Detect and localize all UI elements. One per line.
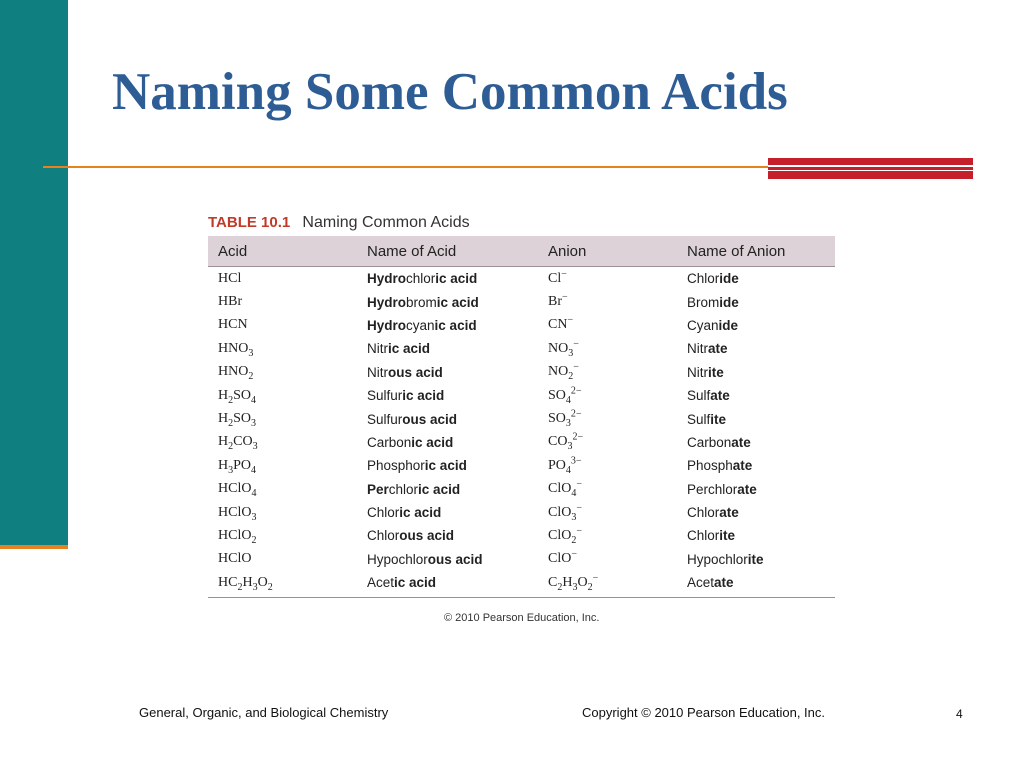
formula-text: PO [548, 457, 566, 473]
formula-text: CO [548, 434, 568, 450]
name-suffix-bold: ide [718, 317, 739, 333]
left-accent-underline [0, 545, 68, 549]
name-stem: Carbon [367, 434, 412, 450]
table-row [208, 337, 835, 360]
anion-name [677, 407, 835, 430]
formula-text: ClO [548, 504, 572, 520]
formula-text: O [577, 574, 588, 590]
acid-name [357, 337, 538, 360]
table-row [208, 571, 835, 598]
name-suffix-bold: ic acid [418, 481, 461, 497]
anion-name [677, 501, 835, 524]
charge-superscript: 2− [572, 431, 584, 443]
name-stem: Sulfur [367, 388, 403, 404]
name-stem: Nitr [687, 341, 708, 357]
charge-superscript: 3− [570, 455, 582, 467]
acid-name [357, 407, 538, 430]
formula-text: HCl [218, 270, 242, 286]
formula-subscript: 2 [251, 534, 257, 546]
name-stem: Brom [687, 294, 720, 310]
acid-formula [208, 524, 357, 547]
formula-text: Br [548, 294, 562, 310]
name-suffix-bold: ite [747, 551, 764, 567]
table-credit: © 2010 Pearson Education, Inc. [444, 612, 600, 624]
name-suffix-bold: ate [731, 434, 751, 450]
table-number: TABLE 10.1 [208, 214, 291, 231]
acid-formula [208, 314, 357, 337]
table-row [208, 431, 835, 454]
acid-formula [208, 478, 357, 501]
acid-formula [208, 361, 357, 384]
formula-text: HNO [218, 364, 249, 380]
anion-name [677, 337, 835, 360]
formula-text: HBr [218, 294, 243, 310]
anion-formula [538, 524, 677, 547]
name-stem: Nitr [367, 341, 388, 357]
acids-table [208, 236, 835, 598]
formula-text: H [562, 574, 573, 590]
name-suffix-bold: ite [710, 411, 727, 427]
charge-superscript: − [592, 572, 599, 584]
anion-formula [538, 267, 677, 291]
name-suffix-bold: ic acid [402, 388, 445, 404]
name-suffix-bold: ic acid [436, 294, 479, 310]
formula-text: H [218, 387, 229, 403]
charge-superscript: − [567, 314, 574, 326]
name-stem: Cyan [687, 317, 719, 333]
column-header-acid: Acid [208, 236, 357, 267]
anion-name [677, 548, 835, 571]
name-stem: Chlor [687, 505, 720, 521]
formula-text: CN [548, 317, 568, 333]
formula-subscript: 2 [228, 394, 234, 406]
formula-text: SO [233, 411, 252, 427]
acid-formula [208, 454, 357, 477]
column-header-name-of-anion: Name of Anion [677, 236, 835, 267]
table-header-row [208, 236, 835, 267]
acid-name [357, 290, 538, 313]
formula-subscript: 3 [248, 347, 254, 359]
name-suffix-bold: ate [732, 458, 753, 474]
name-suffix-bold: ic acid [435, 271, 478, 287]
formula-text: O [257, 574, 268, 590]
formula-text: HClO [218, 551, 252, 567]
formula-text: SO [548, 387, 566, 403]
name-suffix-bold: ate [737, 481, 757, 497]
title-accent-bar [768, 158, 973, 179]
name-suffix-bold: ic acid [411, 434, 454, 450]
name-suffix-bold: ous acid [388, 364, 443, 380]
acid-name [357, 524, 538, 547]
formula-subscript: 2 [267, 581, 273, 593]
formula-subscript: 3 [252, 581, 258, 593]
formula-subscript: 2 [587, 581, 593, 593]
formula-text: ClO [548, 551, 572, 567]
charge-superscript: − [576, 478, 582, 490]
name-stem: Chlor [367, 505, 400, 521]
acid-name [357, 361, 538, 384]
left-accent-bar [0, 0, 68, 546]
acid-name [357, 454, 538, 477]
name-suffix-bold: ide [719, 294, 739, 310]
table-row [208, 361, 835, 384]
formula-subscript: 3 [568, 347, 574, 359]
name-stem: Sulf [687, 411, 711, 427]
formula-text: HC [218, 574, 238, 590]
name-stem: Phosph [687, 458, 733, 474]
table-row [208, 501, 835, 524]
name-suffix-bold: ic acid [388, 341, 431, 357]
table-row [208, 314, 835, 337]
table-body [208, 267, 835, 598]
formula-subscript: 4 [251, 488, 257, 499]
slide-title: Naming Some Common Acids [112, 63, 788, 121]
slide-number: 4 [956, 707, 963, 721]
charge-superscript: − [573, 361, 579, 373]
name-suffix-bold: ous acid [399, 528, 455, 544]
table-row [208, 407, 835, 430]
table-row [208, 548, 835, 571]
name-stem: chlor [406, 271, 436, 287]
anion-formula [538, 501, 677, 524]
name-stem: Hypochlor [687, 551, 748, 567]
name-suffix-bold: ic acid [399, 505, 442, 521]
name-suffix-bold: ous acid [427, 551, 483, 567]
charge-superscript: − [562, 291, 568, 303]
name-suffix-bold: Hydro [367, 317, 407, 333]
anion-name [677, 524, 835, 547]
name-stem: Acet [367, 575, 395, 591]
formula-subscript: 3 [567, 441, 573, 453]
acid-name [357, 478, 538, 501]
anion-formula [538, 314, 677, 337]
anion-formula [538, 454, 677, 477]
formula-subscript: 3 [572, 581, 578, 593]
anion-formula [538, 384, 677, 407]
formula-text: HClO [218, 481, 252, 497]
acid-name [357, 314, 538, 337]
formula-subscript: 2 [571, 534, 577, 546]
formula-text: PO [233, 457, 252, 473]
anion-name [677, 290, 835, 313]
name-suffix-bold: ate [719, 505, 739, 521]
formula-subscript: 2 [557, 581, 563, 593]
acid-formula [208, 501, 357, 524]
formula-text: HCN [218, 317, 248, 333]
charge-superscript: − [576, 525, 582, 537]
name-stem: Acet [687, 575, 715, 591]
acid-name [357, 384, 538, 407]
acid-formula [208, 548, 357, 571]
acid-name [357, 501, 538, 524]
footer-course-title: General, Organic, and Biological Chemistry [139, 705, 389, 720]
formula-subscript: 4 [251, 394, 257, 406]
name-suffix-bold: ate [708, 341, 728, 357]
charge-superscript: 2− [570, 384, 582, 396]
name-suffix-bold: ate [714, 575, 734, 591]
name-stem: Carbon [687, 434, 732, 450]
acid-name [357, 571, 538, 598]
formula-text: NO [548, 340, 569, 356]
acid-formula [208, 431, 357, 454]
formula-subscript: 3 [252, 441, 258, 453]
anion-formula [538, 478, 677, 501]
anion-formula [538, 361, 677, 384]
formula-text: H [218, 434, 229, 450]
formula-text: Cl [548, 270, 562, 286]
acid-name [357, 267, 538, 291]
acid-formula [208, 290, 357, 313]
name-suffix-bold: Per [367, 481, 389, 497]
formula-text: ClO [548, 527, 572, 543]
formula-text: H [242, 574, 253, 590]
anion-formula [538, 548, 677, 571]
anion-formula [538, 337, 677, 360]
formula-subscript: 2 [228, 417, 234, 429]
charge-superscript: − [571, 548, 577, 560]
formula-subscript: 2 [228, 441, 234, 453]
name-stem: brom [406, 294, 437, 310]
column-header-anion: Anion [538, 236, 677, 267]
anion-name [677, 454, 835, 477]
table-row [208, 454, 835, 477]
column-header-name-of-acid: Name of Acid [357, 236, 538, 267]
anion-name [677, 571, 835, 598]
table-row [208, 524, 835, 547]
formula-subscript: 3 [251, 417, 257, 429]
name-stem: Chlor [687, 271, 720, 287]
formula-text: HNO [218, 340, 249, 356]
name-suffix-bold: ite [719, 528, 736, 544]
name-stem: cyan [406, 317, 435, 333]
formula-subscript: 4 [565, 394, 571, 406]
formula-text: H [218, 411, 229, 427]
charge-superscript: 2− [570, 408, 582, 420]
name-suffix-bold: ic acid [434, 317, 477, 333]
formula-subscript: 2 [568, 371, 574, 383]
formula-subscript: 4 [565, 464, 571, 476]
acid-formula [208, 407, 357, 430]
formula-subscript: 2 [248, 371, 254, 383]
formula-subscript: 3 [571, 511, 577, 523]
anion-name [677, 361, 835, 384]
name-suffix-bold: Hydro [367, 271, 407, 287]
table-name: Naming Common Acids [302, 214, 470, 231]
acid-name [357, 431, 538, 454]
formula-subscript: 2 [237, 581, 243, 593]
anion-name [677, 267, 835, 291]
table-row [208, 384, 835, 407]
name-stem: Sulfur [367, 411, 403, 427]
name-stem: chlor [388, 481, 419, 497]
table-caption [208, 214, 470, 232]
name-stem: Chlor [367, 528, 400, 544]
anion-name [677, 314, 835, 337]
name-stem: Hypochlor [367, 551, 428, 567]
formula-text: H [218, 457, 229, 473]
acid-name [357, 548, 538, 571]
anion-formula [538, 431, 677, 454]
name-stem: Nitr [367, 364, 388, 380]
formula-subscript: 3 [228, 464, 234, 476]
formula-text: HClO [218, 527, 252, 543]
formula-subscript: 4 [251, 464, 257, 476]
formula-text: CO [233, 434, 253, 450]
charge-superscript: − [573, 338, 579, 350]
name-suffix-bold: ous acid [402, 411, 458, 427]
charge-superscript: − [576, 501, 582, 513]
formula-text: NO [548, 364, 569, 380]
anion-formula [538, 290, 677, 313]
formula-text: C [548, 574, 558, 590]
name-suffix-bold: ite [708, 364, 724, 380]
table-row [208, 478, 835, 501]
name-suffix-bold: ic acid [424, 458, 467, 474]
footer-copyright: Copyright © 2010 Pearson Education, Inc. [582, 705, 826, 720]
title-divider-line [43, 166, 770, 168]
name-suffix-bold: ide [719, 271, 739, 287]
formula-text: SO [233, 387, 252, 403]
name-stem: Sulf [687, 388, 711, 404]
name-stem: Chlor [687, 528, 720, 544]
acid-formula [208, 267, 357, 291]
formula-subscript: 4 [571, 488, 577, 499]
formula-text: SO [548, 411, 566, 427]
anion-formula [538, 571, 677, 598]
formula-subscript: 3 [565, 417, 571, 429]
name-suffix-bold: ic acid [394, 575, 437, 591]
name-stem: Perchlor [687, 481, 738, 497]
anion-name [677, 478, 835, 501]
acid-formula [208, 337, 357, 360]
name-suffix-bold: ate [710, 388, 730, 404]
formula-subscript: 3 [251, 511, 257, 523]
acid-formula [208, 571, 357, 598]
name-stem: Phosphor [367, 458, 425, 474]
name-suffix-bold: Hydro [367, 294, 407, 310]
anion-name [677, 431, 835, 454]
charge-superscript: − [561, 268, 567, 280]
formula-text: ClO [548, 481, 572, 497]
table-row [208, 267, 835, 291]
name-stem: Nitr [687, 364, 708, 380]
formula-text: HClO [218, 504, 252, 520]
acid-formula [208, 384, 357, 407]
table-row [208, 290, 835, 313]
anion-formula [538, 407, 677, 430]
anion-name [677, 384, 835, 407]
